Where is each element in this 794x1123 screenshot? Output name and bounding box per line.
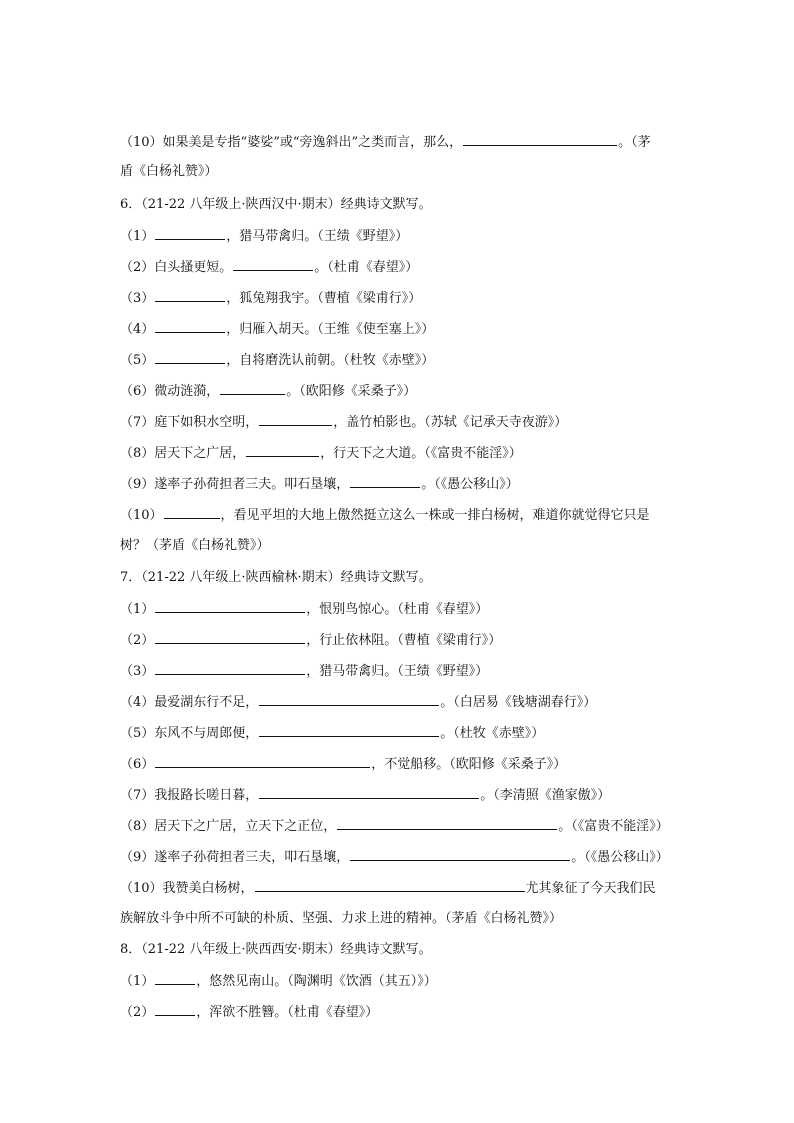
line-text: 6．（21-22 八年级上·陕西汉中·期末）经典诗文默写。: [120, 197, 432, 212]
line-text: （2）: [120, 1005, 155, 1020]
text-line: [120, 258, 680, 277]
line-text: （9）遂率子孙荷担者三夫，叩石垦壤，: [120, 850, 350, 865]
fill-in-blank[interactable]: [155, 320, 225, 333]
text-line: [120, 693, 680, 712]
text-line: [120, 755, 680, 774]
line-text: （5）东风不与周郎便，: [120, 726, 259, 741]
line-text-after: 。（《愚公移山》）: [421, 477, 519, 492]
fill-in-blank[interactable]: [246, 444, 319, 457]
fill-in-blank[interactable]: [155, 1003, 195, 1016]
fill-in-blank[interactable]: [463, 133, 617, 146]
text-line: [120, 910, 680, 928]
line-text: （10）: [120, 508, 163, 523]
text-line: [120, 163, 680, 181]
line-text-after: ，恨别鸟惊心。（杜甫《春望》）: [306, 602, 489, 617]
text-line: [120, 537, 680, 555]
line-text: 树？（茅盾《白杨礼赞》）: [120, 538, 270, 553]
text-line: [120, 133, 680, 152]
line-text-after: ，浑欲不胜簪。（杜甫《春望》）: [196, 1005, 379, 1020]
text-line: [120, 289, 680, 308]
line-text: （2）: [120, 633, 155, 648]
line-text-after: ，自将磨洗认前朝。（杜牧《赤壁》）: [226, 353, 435, 368]
line-text: （4）: [120, 322, 155, 337]
line-text-after: 。（茅: [618, 135, 651, 150]
text-line: [120, 351, 680, 370]
fill-in-blank[interactable]: [155, 631, 305, 644]
text-line: [120, 444, 680, 463]
line-text: （2）白头搔更短。: [120, 260, 233, 275]
line-text-after: 。（《富贵不能淫》）: [558, 819, 669, 834]
line-text: （6）: [120, 757, 155, 772]
line-text-after: 。（杜牧《赤壁》）: [440, 726, 545, 741]
text-line: [120, 972, 680, 991]
text-line: [120, 475, 680, 494]
fill-in-blank[interactable]: [155, 351, 225, 364]
text-line: [120, 724, 680, 743]
text-line: [120, 1003, 680, 1022]
line-text-after: 。（白居易《钱塘湖春行》）: [440, 695, 597, 710]
fill-in-blank[interactable]: [259, 693, 439, 706]
text-line: [120, 569, 680, 587]
line-text: （10）如果美是专指“婆娑”或“旁逸斜出”之类而言，那么，: [120, 135, 463, 150]
fill-in-blank[interactable]: [155, 600, 305, 613]
fill-in-blank[interactable]: [350, 848, 570, 861]
line-text: （3）: [120, 291, 155, 306]
line-text: （7）我报路长嗟日暮，: [120, 788, 259, 803]
line-text-after: 。（欧阳修《采桑子》）: [286, 384, 417, 399]
line-text: （8）居天下之广居，立天下之正位，: [120, 819, 337, 834]
fill-in-blank[interactable]: [255, 879, 525, 892]
text-line: [120, 196, 680, 214]
fill-in-blank[interactable]: [259, 724, 439, 737]
text-line: [120, 600, 680, 619]
line-text-after: ，行天下之大道。（《富贵不能淫》）: [320, 446, 522, 461]
line-text: （3）: [120, 664, 155, 679]
text-line: [120, 320, 680, 339]
text-line: [120, 227, 680, 246]
text-line: [120, 817, 680, 836]
text-line: [120, 382, 680, 401]
line-text-after: ，狐兔翔我宇。（曹植《梁甫行》）: [226, 291, 422, 306]
line-text-after: ，猎马带禽归。（王绩《野望》）: [306, 664, 489, 679]
line-text: （8）居天下之广居，: [120, 446, 246, 461]
line-text-after: 。（杜甫《春望》）: [314, 260, 419, 275]
line-text-after: 。（李清照《渔家傲》）: [480, 788, 611, 803]
line-text: 8．（21-22 八年级上·陕西西安·期末）经典诗文默写。: [120, 942, 432, 957]
line-text: （1）: [120, 602, 155, 617]
line-text: （1）: [120, 974, 155, 989]
line-text: 盾《白杨礼赞》）: [120, 164, 218, 179]
fill-in-blank[interactable]: [155, 662, 305, 675]
fill-in-blank[interactable]: [155, 227, 225, 240]
line-text: （9）遂率子孙荷担者三夫。叩石垦壤，: [120, 477, 350, 492]
line-text-after: 尤其象征了今天我们民: [525, 881, 656, 896]
text-line: [120, 848, 680, 867]
text-line: [120, 941, 680, 959]
fill-in-blank[interactable]: [259, 413, 332, 426]
line-text: （10）我赞美白杨树，: [120, 881, 254, 896]
fill-in-blank[interactable]: [155, 972, 195, 985]
text-line: [120, 506, 680, 525]
line-text-after: ，猎马带禽归。（王绩《野望》）: [226, 229, 409, 244]
line-text-after: ，悠然见南山。（陶渊明《饮酒（其五）》）: [196, 974, 437, 989]
fill-in-blank[interactable]: [259, 786, 479, 799]
text-line: [120, 413, 680, 432]
fill-in-blank[interactable]: [164, 506, 220, 519]
text-line: [120, 879, 680, 898]
line-text-after: ，不觉船移。（欧阳修《采桑子》）: [371, 757, 567, 772]
line-text: （1）: [120, 229, 155, 244]
fill-in-blank[interactable]: [233, 258, 313, 271]
fill-in-blank[interactable]: [337, 817, 557, 830]
text-line: [120, 786, 680, 805]
fill-in-blank[interactable]: [155, 289, 225, 302]
line-text: （6）微动涟漪，: [120, 384, 220, 399]
line-text-after: ，盖竹柏影也。（苏轼《记承天寺夜游》）: [333, 415, 568, 430]
text-line: [120, 662, 680, 681]
fill-in-blank[interactable]: [350, 475, 420, 488]
line-text: （7）庭下如积水空明，: [120, 415, 259, 430]
line-text: 族解放斗争中所不可缺的朴质、坚强、力求上进的精神。（茅盾《白杨礼赞》）: [120, 911, 563, 926]
line-text-after: ，归雁入胡天。（王维《使至塞上》）: [226, 322, 435, 337]
line-text: 7．（21-22 八年级上·陕西榆林·期末）经典诗文默写。: [120, 570, 432, 585]
fill-in-blank[interactable]: [155, 755, 370, 768]
line-text-after: 。（《愚公移山》）: [571, 850, 669, 865]
line-text: （5）: [120, 353, 155, 368]
line-text-after: ，看见平坦的大地上傲然挺立这么一株或一排白杨树，难道你就觉得它只是: [220, 508, 650, 523]
text-line: [120, 631, 680, 650]
line-text: （4）最爱湖东行不足，: [120, 695, 259, 710]
fill-in-blank[interactable]: [220, 382, 285, 395]
line-text-after: ，行止依林阻。（曹植《梁甫行》）: [306, 633, 502, 648]
